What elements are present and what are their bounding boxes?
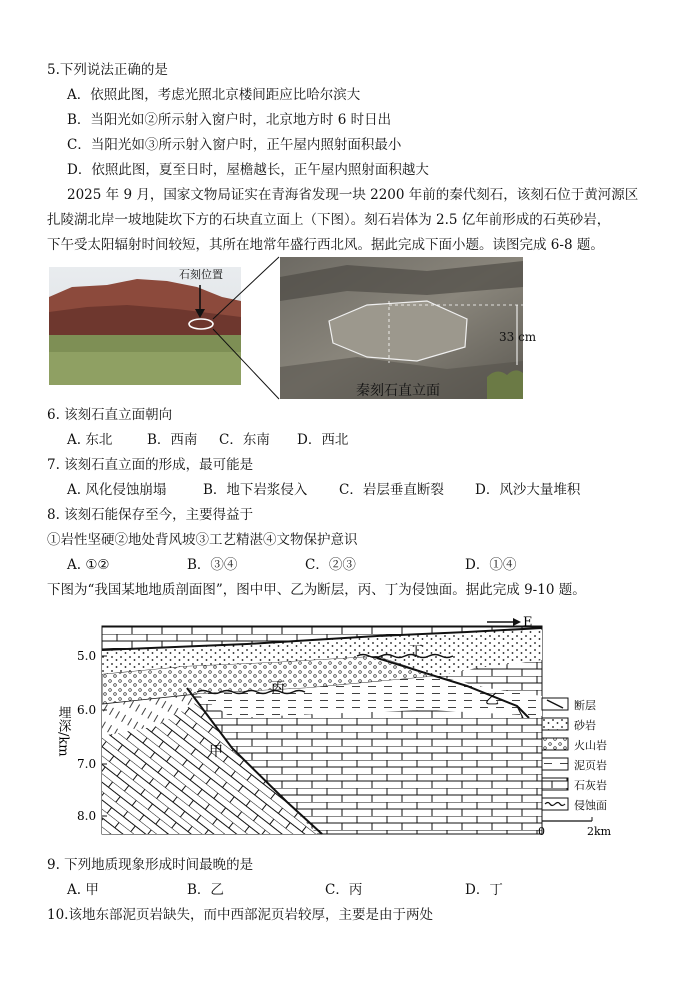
q7-option-c: C．岩层垂直断裂 (339, 482, 444, 498)
east-label: E (523, 615, 533, 630)
q6-option-b: B．西南 (147, 432, 198, 448)
stone-location-label: 石刻位置 (179, 268, 223, 281)
q8-option-b: B．③④ (187, 557, 238, 573)
scale-end: 2km (587, 825, 612, 838)
q5-option-c: C．当阳光如③所示射入窗户时，正午屋内照射面积最小 (67, 137, 402, 153)
passage-line-3: 下午受太阳辐射时间较短，其所在地常年盛行西北风。据此完成下面小题。读图完成 6-8 题。 (47, 237, 604, 253)
y-tick-5: 5.0 (77, 649, 97, 663)
y-axis (56, 649, 108, 823)
label-yi: 乙 (485, 692, 499, 708)
q8-items: ①岩性坚硬②地处背风坡③工艺精湛④文物保护意识 (47, 532, 358, 548)
y-tick-6: 6.0 (77, 703, 97, 717)
scale-zero: 0 (538, 825, 545, 838)
geologic-cross-section (47, 606, 647, 846)
q8-option-a: A. ①② (67, 557, 110, 573)
legend (538, 698, 612, 838)
q7-option-a: A. 风化侵蚀崩塌 (67, 482, 167, 498)
q7-option-d: D．风沙大量堆积 (475, 482, 581, 498)
east-arrow-icon (513, 618, 521, 626)
q7-option-b: B．地下岩浆侵入 (203, 482, 308, 498)
passage-line-1: 2025 年 9 月，国家文物局证实在青海省发现一块 2200 年前的秦代刻石，该刻石位于黄河源区 (67, 187, 639, 203)
measure-label: 33 cm (499, 330, 537, 344)
y-tick-7: 7.0 (77, 757, 97, 771)
q8-stem: 8. 该刻石能保存至今，主要得益于 (47, 507, 254, 523)
label-ding: 丁 (409, 644, 423, 660)
q6-option-c: C．东南 (219, 432, 270, 448)
legend-volcanic: 火山岩 (574, 739, 607, 752)
legend-sandstone: 砂岩 (574, 719, 596, 732)
y-tick-8: 8.0 (77, 809, 97, 823)
label-jia: 甲 (209, 744, 223, 760)
closeup-caption: 秦刻石直立面 (356, 383, 440, 399)
q9-option-d: D．丁 (465, 882, 503, 898)
legend-erosion: 侵蚀面 (574, 799, 607, 812)
q8-option-d: D．①④ (465, 557, 517, 573)
landscape-photo (49, 267, 241, 385)
legend-limestone: 石灰岩 (574, 779, 607, 792)
q9-stem: 9. 下列地质现象形成时间最晚的是 (47, 857, 254, 873)
label-bing: 丙 (271, 680, 285, 696)
q6-option-a: A. 东北 (67, 432, 113, 448)
q10-stem: 10.该地东部泥页岩缺失，而中西部泥页岩较厚，主要是由于两处 (47, 907, 433, 923)
legend-shale: 泥页岩 (574, 759, 607, 772)
carved-stone-photos (47, 257, 537, 403)
stone-closeup-photo (280, 257, 525, 399)
q8-option-c: C．②③ (305, 557, 356, 573)
q9-option-b: B．乙 (187, 882, 224, 898)
q6-stem: 6. 该刻石直立面朝向 (47, 407, 173, 423)
passage-line-2: 扎陵湖北岸一坡地陡坎下方的石块直立面上（下图）。刻石岩体为 2.5 亿年前形成的石英砂岩， (47, 212, 611, 228)
q9-option-a: A. 甲 (67, 882, 99, 898)
q6-option-d: D．西北 (297, 432, 349, 448)
q5-option-d: D．依照此图，夏至日时，屋檐越长，正午屋内照射面积越大 (67, 162, 429, 178)
q5-option-b: B．当阳光如②所示射入窗户时，北京地方时 6 时日出 (67, 112, 392, 128)
q5-option-a: A．依照此图，考虑光照北京楼间距应比哈尔滨大 (67, 87, 361, 103)
legend-fault: 断层 (574, 699, 596, 712)
intro-9-10: 下图为“我国某地地质剖面图”，图中甲、乙为断层，丙、丁为侵蚀面。据此完成 9-10 题。 (47, 582, 586, 598)
q5-stem: 5.下列说法正确的是 (47, 62, 168, 78)
q7-stem: 7. 该刻石直立面的形成，最可能是 (47, 457, 254, 473)
q9-option-c: C．丙 (325, 882, 363, 898)
y-axis-label: 埋深/km (55, 706, 71, 757)
